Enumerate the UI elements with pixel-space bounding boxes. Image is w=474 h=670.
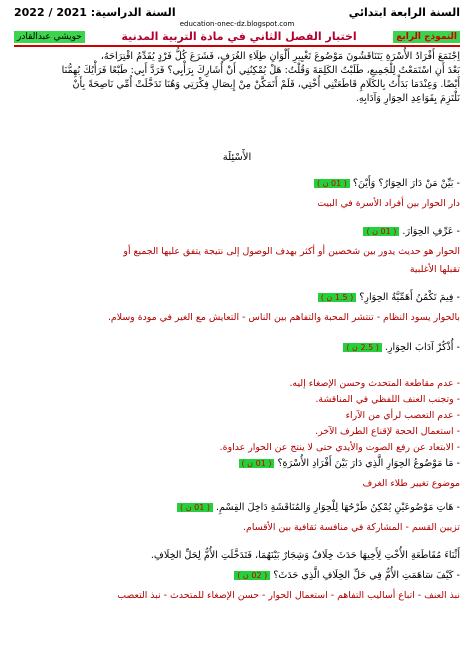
points-badge: ( 01 ن )	[363, 227, 399, 236]
header	[14, 6, 460, 19]
points-badge: ( 01 ن )	[314, 179, 350, 188]
answer-4-item: - استعمال الحجة لإقناع الطرف الآخر.	[315, 426, 460, 437]
points-badge: ( 2.5 ن )	[343, 343, 382, 352]
question-2	[360, 226, 460, 237]
question-7	[231, 570, 460, 581]
question-4	[340, 342, 460, 353]
question-text: - أُذْكُرْ آدَابَ الحِوَارِ.	[384, 342, 460, 353]
divider	[14, 45, 460, 47]
question-text: - فِيمَ تَكْمُنُ أَهَمِّيَّةُ الحِوَارِ؟	[359, 292, 460, 303]
question-text: - هَاتِ مَوْضُوعَيْنِ يُمْكِنُ طَرْحُهَا لِلْحِوَارِ وَالمُنَاقَشَةِ دَاخِلَ القِسْمِ.	[215, 502, 460, 513]
passage-line: نَلْتَزِمَ بِقَوَاعِدِ الحِوَارِ وَآدَابِهِ.	[355, 93, 460, 104]
author-name: حويشي عبدالقادر	[14, 31, 85, 43]
answer-2b: تقبلها الأغلبية	[409, 264, 460, 275]
school-year: السنة الدراسية: 2021 / 2022	[14, 6, 176, 19]
answer-5: موضوع تغيير طلاء الغرف	[362, 478, 460, 489]
question-1	[311, 178, 460, 189]
question-3	[315, 292, 460, 303]
site-url[interactable]: education-onec-dz.blogspot.com	[179, 20, 295, 28]
question-6	[174, 502, 460, 513]
answer-4-item: - عدم مقاطعة المتحدث وحسن الإصغاء إليه.	[289, 378, 460, 389]
answer-4-item: - وتجنب العنف اللفظي في المناقشة.	[315, 394, 460, 405]
paragraph-2: أَثْنَاءَ مُقَاطَعَةِ الأُخْتِ لِأَخِيهَا حَدَثَ خِلَافٌ وَشِجَارٌ بَيْنَهُمَا، فَتَدَخَّلَتِ الأُمُّ لِحَلِّ الخِلَافِ.	[150, 550, 460, 561]
answer-3: بالحوار يسود النظام - تنتشر المحبة والتفاهم بين الناس - التعايش مع الغير في مودة وسلام.	[107, 312, 460, 323]
model-label: النموذج الرابع	[393, 31, 460, 43]
passage-line: بَعْدَ أَنِ اسْتَمَعْتُ لِلْجَمِيعِ، طَلَبْتُ الكَلِمَةَ وَقُلْتُ: هَلْ يُمْكِنُنِي أَنْ أُشَارِكَ بِرَأْيِي؟ فَرَدَّ أَبِي: طَبْعًا فَرَأْيُكَ يُهِمُّنَا	[61, 65, 460, 76]
points-badge: ( 01 ن )	[177, 503, 213, 512]
answer-4-item: - عدم التعصب لرأي من الآراء	[346, 410, 460, 421]
question-text: - مَا مَوْضُوعُ الحِوَارِ الَّذِي دَارَ بَيْنَ أَفْرَادِ الأُسْرَةِ؟	[277, 458, 460, 469]
title-bar	[14, 30, 460, 43]
passage-line: أَيْضًا. وَعِنْدَمَا بَدَأْتُ بِالكَلَامِ قَاطَعَتْنِي أُخْتِي، فَلَمْ أَتَمَكَّنْ مِنْ إِيصَالِ فِكْرَتِي وَهُنَا تَدَخَّلَتْ أُمِّي نَاصِحَةً بِأَنْ	[72, 79, 460, 90]
questions-heading: الأَسْئِلَة	[222, 152, 252, 163]
question-text: - عَرِّفِ الحِوَارَ.	[402, 226, 460, 237]
points-badge: ( 02 ن )	[234, 571, 270, 580]
grade-level: السنة الرابعة ابتدائي	[348, 6, 460, 19]
exam-page	[14, 6, 460, 106]
points-badge: ( 01 ن )	[239, 459, 275, 468]
answer-6: تزيين القسم - المشاركة في منافسة ثقافية بين الأقسام.	[243, 522, 460, 533]
passage-line: اِجْتَمَعَ أَفْرَادُ الأُسْرَةِ يَتَنَاقَشُونَ مَوْضُوعَ تَغْيِيرِ أَلْوَانِ طِلَاءِ الغُرَفِ، فَشَرَعَ كُلُّ فَرْدٍ يُقَدِّمُ اقْتِرَاحَهُ،	[100, 51, 460, 62]
answer-7: نبذ العنف - اتباع أساليب التفاهم - استعمال الحوار - حسن الإصغاء للمتحدث - نبذ التعصب	[117, 590, 460, 601]
exam-title: اختبار الفصل الثاني في مادة التربية المدنية	[121, 30, 357, 43]
answer-2a: الحوار هو حديث يدور بين شخصين أو أكثر بهدف الوصول إلى نتيجة يتفق عليها الجميع أو	[123, 246, 460, 257]
question-5	[236, 458, 460, 469]
question-text: - كَيْفَ سَاهَمَتِ الأُمُّ فِي حَلِّ الخِلَافِ الَّذِي حَدَثَ؟	[273, 570, 460, 581]
passage	[14, 50, 460, 106]
points-badge: ( 1.5 ن )	[318, 293, 357, 302]
answer-4-item: - الابتعاد عن رفع الصوت والأيدي حتى لا ينتج عن الحوار عداوة.	[220, 442, 460, 453]
answer-1: دار الحوار بين أفراد الأسرة في البيت	[317, 198, 460, 209]
question-text: - بَيِّنْ مَنْ دَارَ الحِوَارُ؟ وَأَيْنَ؟	[352, 178, 460, 189]
